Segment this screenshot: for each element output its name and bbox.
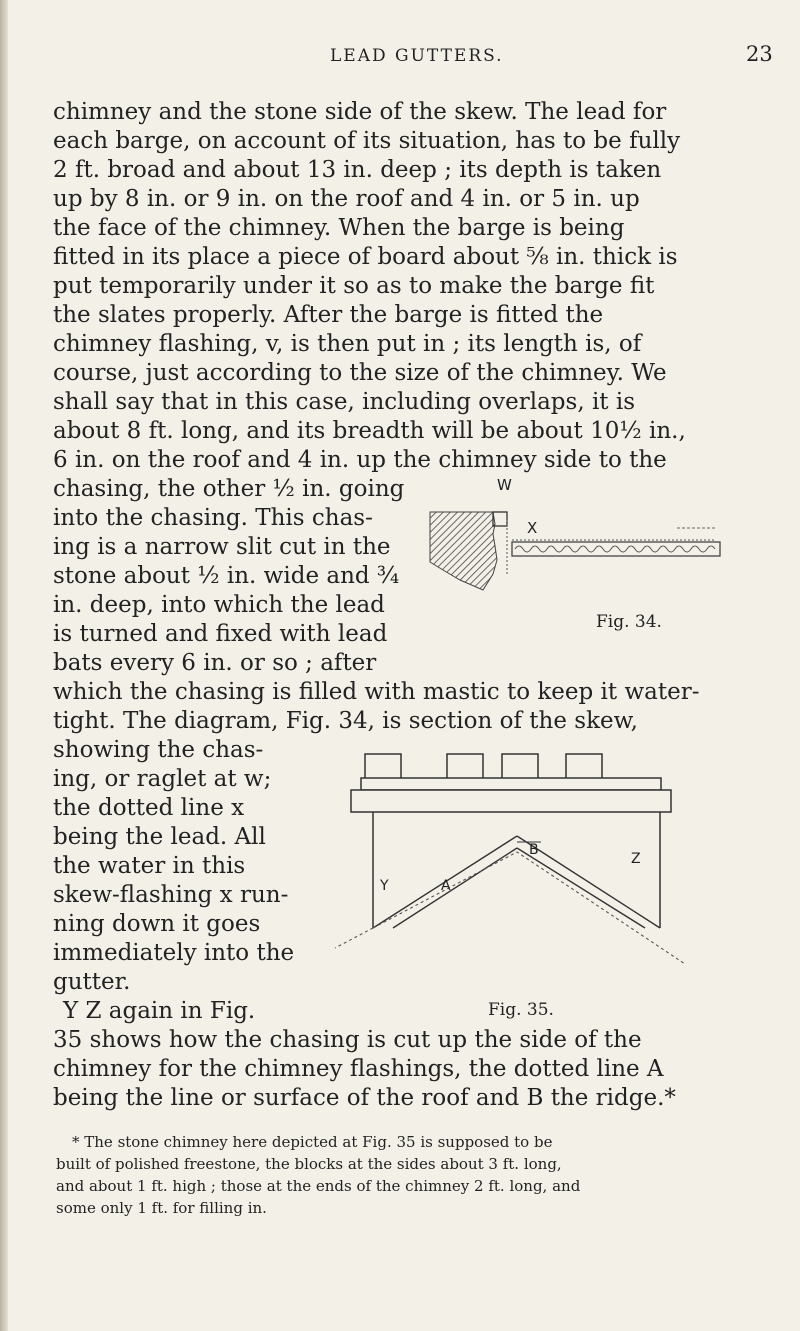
text-line: ing, or raglet at w; [53, 766, 272, 792]
text-line: gutter. [53, 969, 131, 995]
slate-texture [515, 546, 715, 552]
text-line: about 8 ft. long, and its breadth will be about 10½ in., [53, 418, 686, 444]
text-line: the water in this [53, 853, 246, 879]
text-line: into the chasing. This chas- [53, 505, 373, 531]
label-a: A [441, 878, 451, 894]
label-x: X [527, 519, 538, 537]
text-line: immediately into the [53, 940, 295, 966]
fig-34-caption: Fig. 34. [596, 612, 662, 632]
roof-surface-dotted-line [373, 852, 685, 964]
text-line: tight. The diagram, Fig. 34, is section of the skew, [53, 708, 638, 734]
footnote-line: * The stone chimney here depicted at Fig. 35 is supposed to be [72, 1133, 553, 1151]
text-line: ning down it goes [53, 911, 261, 937]
text-line: Y Z again in Fig. [63, 998, 256, 1024]
roof-surface-dotted-extension [335, 928, 373, 948]
text-line: shall say that in this case, including overlaps, it is [53, 389, 636, 415]
text-line: up by 8 in. or 9 in. on the roof and 4 in. or 5 in. up [53, 186, 640, 212]
skew-stone-section [430, 512, 497, 590]
page-number: 23 [746, 42, 773, 66]
footnote-line: some only 1 ft. for filling in. [56, 1199, 267, 1217]
label-y: Y [380, 878, 389, 894]
text-line: bats every 6 in. or so ; after [53, 650, 377, 676]
page-edge-shadow [0, 0, 8, 1331]
text-line: fitted in its place a piece of board about ⅝ in. thick is [53, 244, 678, 270]
label-w: W [497, 476, 512, 494]
label-z: Z [631, 851, 641, 867]
text-line: 35 shows how the chasing is cut up the side of the [53, 1027, 642, 1053]
fig-34-diagram [415, 462, 755, 597]
chasing-line-right-inner [517, 848, 645, 928]
fig-35-caption: Fig. 35. [488, 1000, 554, 1020]
text-line: is turned and fixed with lead [53, 621, 388, 647]
text-line: chimney for the chimney flashings, the dotted line A [53, 1056, 664, 1082]
text-line: chimney and the stone side of the skew. The lead for [53, 99, 667, 125]
chimney-cope-base [351, 790, 671, 812]
text-line: ing is a narrow slit cut in the [53, 534, 391, 560]
text-line: put temporarily under it so as to make the barge fit [53, 273, 655, 299]
text-line: in. deep, into which the lead [53, 592, 385, 618]
footnote-line: built of polished freestone, the blocks at the sides about 3 ft. long, [56, 1155, 562, 1173]
text-line: stone about ½ in. wide and ¾ [53, 563, 400, 589]
text-line: the face of the chimney. When the barge is being [53, 215, 625, 241]
text-line: being the line or surface of the roof and B the ridge.* [53, 1085, 676, 1111]
text-line: course, just according to the size of the chimney. We [53, 360, 667, 386]
footnote-line: and about 1 ft. high ; those at the ends of the chimney 2 ft. long, and [56, 1177, 581, 1195]
label-b: B [529, 842, 539, 858]
text-line: showing the chas- [53, 737, 264, 763]
chasing-line-left-inner [393, 848, 517, 928]
text-line: 2 ft. broad and about 13 in. deep ; its depth is taken [53, 157, 662, 183]
text-line: each barge, on account of its situation, has to be fully [53, 128, 681, 154]
text-line: the dotted line x [53, 795, 245, 821]
text-line: being the lead. All [53, 824, 266, 850]
running-head [0, 24, 800, 74]
running-title: LEAD GUTTERS. [330, 46, 504, 66]
text-line: chasing, the other ½ in. going [53, 476, 405, 502]
text-line: chimney flashing, v, is then put in ; its length is, of [53, 331, 642, 357]
skew-coping-slab [512, 542, 720, 556]
text-line: which the chasing is filled with mastic to keep it water- [53, 679, 700, 705]
fig-35-diagram [345, 752, 765, 992]
text-line: skew-flashing x run- [53, 882, 289, 908]
chimney-cope-top [361, 778, 661, 790]
text-line: 6 in. on the roof and 4 in. up the chimney side to the [53, 447, 667, 473]
text-line: the slates properly. After the barge is fitted the [53, 302, 604, 328]
